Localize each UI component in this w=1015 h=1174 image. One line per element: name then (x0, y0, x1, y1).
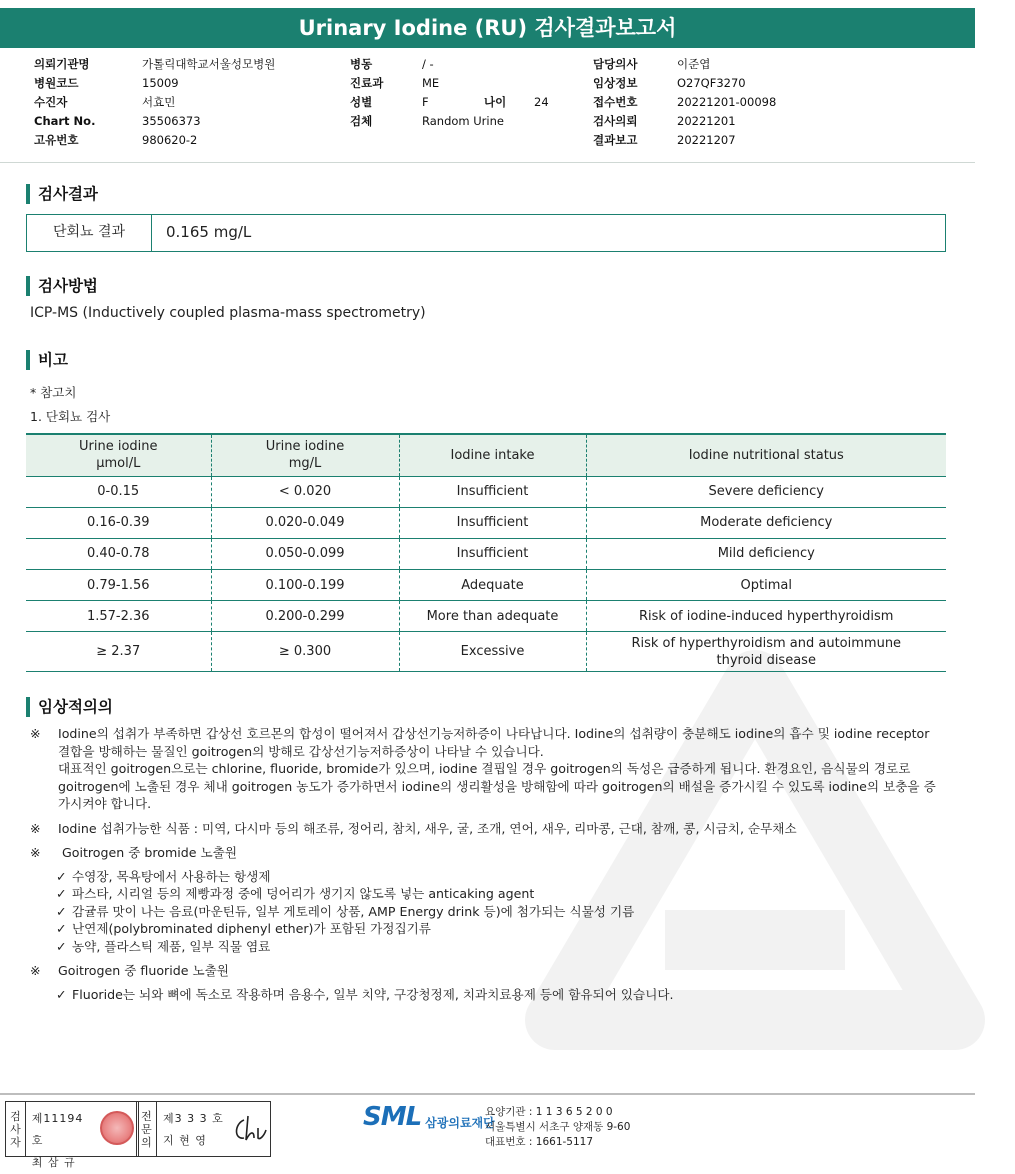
department: ME (422, 76, 440, 90)
specialist-signature (136, 1101, 271, 1157)
sml-logo-text: SML (363, 1102, 422, 1132)
hospital-code: 15009 (142, 76, 179, 90)
inspector-label: 검 사 자 (6, 1102, 26, 1156)
list-item: ✓ 파스타, 시리얼 등의 제빵과정 중에 덩어리가 생기지 않도록 넣는 anticaking agent (56, 886, 535, 901)
method-text: ICP-MS (Inductively coupled plasma-mass spectrometry) (30, 305, 426, 321)
unique-id: 980620-2 (142, 133, 198, 147)
remarks-section-title: 비고 (26, 350, 68, 370)
spot-urine-note: 1. 단회뇨 검사 (30, 409, 111, 424)
info-labels-col1: 의뢰기관명 병원코드 수진자 Chart No. 고유번호 (34, 57, 96, 147)
doctor: 이준엽 (677, 57, 711, 71)
request-date: 20221201 (677, 114, 736, 128)
age-value: 24 (534, 95, 549, 109)
check-icon: ✓ (56, 903, 67, 919)
handwritten-signature-icon (230, 1110, 270, 1150)
table-row: 0.40-0.78 0.050-0.099 Insufficient Mild deficiency (26, 538, 946, 569)
header-status: Iodine nutritional status (586, 434, 946, 476)
result-section-title: 검사결과 (26, 184, 98, 204)
clinical-paragraph-2: ※ Iodine 섭취가능한 식품 : 미역, 다시마 등의 해조류, 정어리, 참치, 새우, 굴, 조개, 연어, 새우, 리마콩, 근대, 참깨, 콩, 시금치, 순무채소 (30, 820, 797, 836)
specimen: Random Urine (422, 114, 504, 128)
clinical-paragraph-3: ※ Goitrogen 중 bromide 노출원 (30, 845, 238, 860)
sml-logo (363, 1102, 495, 1132)
method-section-title: 검사방법 (26, 276, 98, 296)
inspector-signature (5, 1101, 139, 1169)
hospital-name: 가톨릭대학교서울성모병원 (142, 57, 276, 71)
header-intake: Iodine intake (399, 434, 586, 476)
table-row: 0.79-1.56 0.100-0.199 Adequate Optimal (26, 570, 946, 601)
specialist-name: 지 현 영 (163, 1134, 207, 1147)
header-mgl: Urine iodine mg/L (211, 434, 399, 476)
info-labels-col3: 담당의사 임상정보 접수번호 검사의뢰 결과보고 (593, 57, 638, 147)
clinical-text (30, 725, 945, 1003)
reference-note: * 참고치 (30, 385, 77, 400)
list-item: ✓ 난연제(polybrominated diphenyl ether)가 포함된 가정집기류 (56, 921, 431, 936)
list-item: ✓ 농약, 플라스틱 제품, 일부 직물 염료 (56, 938, 271, 954)
info-labels-col2: 병동 진료과 성별 검체 (350, 57, 384, 128)
ward: / - (422, 57, 434, 71)
sex: F (422, 95, 429, 109)
seal-stamp-icon (100, 1111, 134, 1145)
org-name: 삼광의료재단 (425, 1115, 495, 1130)
table-header-row (26, 434, 946, 476)
specialist-label: 전 문 의 (137, 1102, 157, 1156)
check-icon: ✓ (56, 921, 67, 936)
clinical-paragraph-1: ※ Iodine의 섭취가 부족하면 갑상선 호르몬의 합성이 떨어져서 갑상선기능저하증이 나타납니다. Iodine의 섭취량이 충분해도 iodine의 흡수 및 iodine receptor 결합을 방해하는 물질인 goitrogen의 방해로 갑상선기능저하증상이 나타날 수 있습니다. 대표적인 goitrogen으로는 chlorine, fluoride, bromide가 있으며, iodine 결핍일 경우 goitrogen의 독성은 급증하게 됩니다. 환경요인, 음식물의 경로로 goitrogen에 노출된 경우 체내 goitrogen 농도가 증가하면서 iodine의 생리활성을 방해함에 따라 goitrogen의 배설을 증가시킬 수 있도록 iodine의 보충을 증가시켜야 합니다. (30, 726, 936, 811)
report-date: 20221207 (677, 133, 736, 147)
header-divider (0, 162, 975, 163)
check-icon: ✓ (56, 986, 67, 1002)
check-icon: ✓ (56, 868, 67, 884)
report-title: Urinary Iodine (RU) 검사결과보고서 (0, 8, 975, 48)
table-row: 0.16-0.39 0.020-0.049 Insufficient Moderate deficiency (26, 507, 946, 538)
clinical-info: O27QF3270 (677, 76, 746, 90)
inspector-name: 최 삼 규 (31, 1156, 76, 1169)
info-values-col1 (142, 55, 332, 150)
table-row: 1.57-2.36 0.200-0.299 More than adequate Risk of iodine-induced hyperthyroidism (26, 601, 946, 632)
receipt-no: 20221201-00098 (677, 95, 777, 109)
list-item: ✓ 수영장, 목욕탕에서 사용하는 항생제 (56, 868, 271, 884)
age-label: 나이 (484, 95, 507, 109)
table-row: ≥ 2.37 ≥ 0.300 Excessive Risk of hyperthyroidism and autoimmune thyroid disease (26, 632, 946, 672)
header-umol: Urine iodine μmol/L (26, 434, 211, 476)
list-item: ✓ Fluoride는 뇌와 뼈에 독소로 작용하며 음용수, 일부 치약, 구강청정제, 치과치료용제 등에 함유되어 있습니다. (56, 986, 674, 1002)
table-row: 0-0.15 < 0.020 Insufficient Severe deficiency (26, 476, 946, 507)
info-values-col3 (677, 55, 877, 150)
org-address: 요양기관 : 1 1 3 6 5 2 0 0 서울특별시 서초구 양재동 9-60 대표번호 : 1661-5117 (485, 1106, 631, 1148)
list-item: ✓ 감귤류 맛이 나는 음료(마운틴듀, 일부 게토레이 상품, AMP Energy drink 등)에 첨가되는 식물성 기름 (56, 903, 635, 919)
patient-name: 서효민 (142, 95, 176, 109)
specialist-license: 제3 3 3 호 (163, 1112, 224, 1125)
check-icon: ✓ (56, 886, 67, 901)
result-box (26, 214, 946, 252)
reference-table (26, 433, 946, 672)
clinical-section-title: 임상적의의 (26, 697, 113, 717)
check-icon: ✓ (56, 938, 67, 954)
clinical-paragraph-4: ※ Goitrogen 중 fluoride 노출원 (30, 963, 229, 978)
result-value: 0.165 mg/L (166, 223, 252, 241)
chart-no: 35506373 (142, 114, 201, 128)
inspector-license: 제11194호 (31, 1112, 84, 1147)
result-label: 단회뇨 결과 (27, 215, 152, 251)
